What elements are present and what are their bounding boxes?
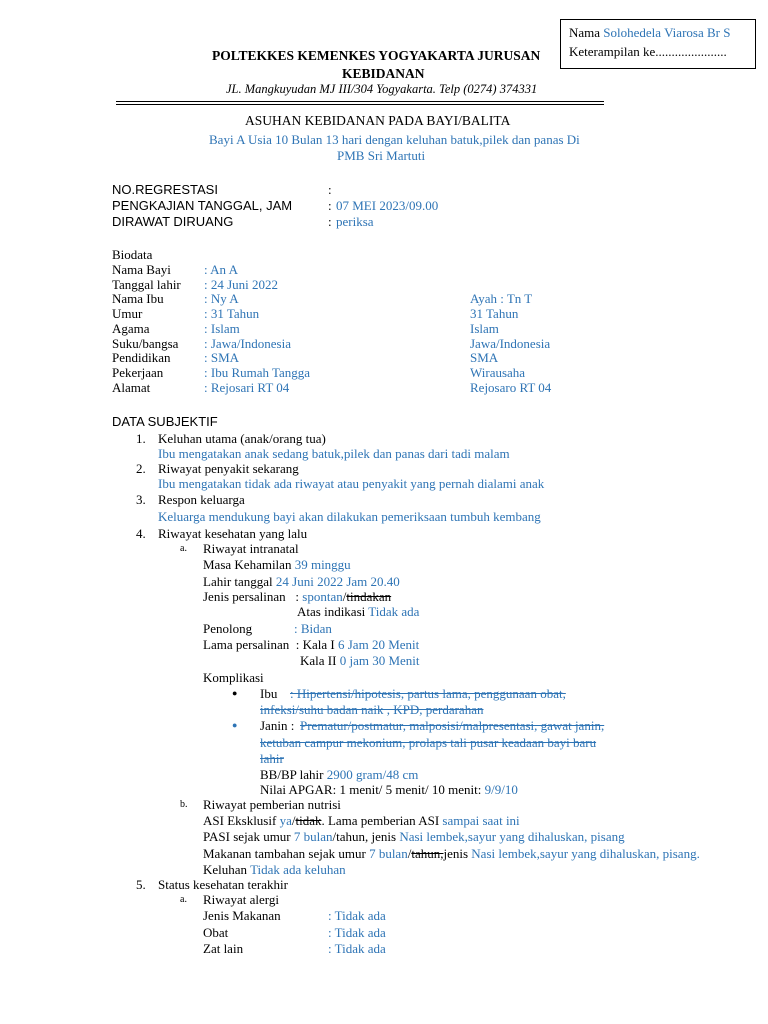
complaint-label: Keluhan bbox=[203, 862, 248, 877]
biodata-father-value: Islam bbox=[470, 321, 499, 336]
biodata-father-value: Rejosaro RT 04 bbox=[470, 380, 552, 395]
header-rule-bottom bbox=[116, 104, 604, 105]
birth-date-line bbox=[203, 574, 400, 590]
institution-address: JL. Mangkuyudan MJ III/304 Yogyakarta. Telp (0274) 374331 bbox=[226, 82, 538, 96]
exclusive-breastfeeding-no: tidak bbox=[295, 813, 322, 828]
complementary-food-mid: jenis bbox=[443, 846, 469, 861]
complications-title: Komplikasi bbox=[203, 670, 264, 685]
exclusive-breastfeeding-slash: / bbox=[291, 813, 296, 828]
institution-line-1: POLTEKKES KEMENKES YOGYAKARTA JURUSAN bbox=[212, 48, 541, 63]
item-number: 1. bbox=[136, 431, 146, 446]
case-title-line-1: Bayi A Usia 10 Bulan 13 hari dengan keluhan batuk,pilek dan panas Di bbox=[209, 132, 580, 147]
exclusive-breastfeeding-yes: ya bbox=[279, 813, 292, 828]
item-4-title: Riwayat kesehatan yang lalu bbox=[158, 526, 308, 541]
bullet-icon: ● bbox=[232, 720, 238, 730]
birth-weight-label: BB/BP lahir bbox=[260, 767, 324, 782]
complementary-food-year: tahun, bbox=[411, 846, 444, 861]
allergy-title: Riwayat alergi bbox=[203, 892, 279, 907]
subjective-title: DATA SUBJEKTIF bbox=[112, 414, 218, 429]
stage-2-label: Kala II bbox=[300, 653, 337, 668]
mother-complication-label: Ibu bbox=[260, 686, 278, 701]
apgar-label: Nilai APGAR: 1 menit/ 5 menit/ 10 menit: bbox=[260, 782, 482, 797]
gestation-value: 39 minggu bbox=[294, 557, 351, 572]
intranatal-title: Riwayat intranatal bbox=[203, 541, 299, 556]
apgar-line bbox=[260, 782, 518, 798]
reg-no-label: NO.REGRESTASI bbox=[112, 182, 218, 197]
birth-date-value: 24 Juni 2022 Jam 20.40 bbox=[275, 574, 400, 589]
biodata-father-value: SMA bbox=[470, 350, 499, 365]
biodata-father-value: Jawa/Indonesia bbox=[470, 336, 551, 351]
reg-room-label: DIRAWAT DIRUANG bbox=[112, 214, 234, 229]
document-title: ASUHAN KEBIDANAN PADA BAYI/BALITA bbox=[245, 113, 511, 128]
bullet-icon: ● bbox=[232, 688, 238, 698]
birth-attendant-value: : Bidan bbox=[294, 621, 332, 636]
apgar-value: 9/9/10 bbox=[484, 782, 518, 797]
delivery-type-line bbox=[203, 589, 391, 605]
institution-line-2: KEBIDANAN bbox=[342, 66, 425, 81]
delivery-type-slash: / bbox=[342, 589, 347, 604]
biodata-value: : Rejosari RT 04 bbox=[204, 380, 290, 395]
formula-age: 7 bulan bbox=[293, 829, 333, 844]
biodata-value: : Ny A bbox=[204, 291, 239, 306]
biodata-label: Nama Bayi bbox=[112, 262, 171, 277]
formula-line bbox=[203, 829, 625, 845]
biodata-label: Alamat bbox=[112, 380, 151, 395]
fetus-complication-line-3: lahir bbox=[260, 751, 284, 766]
sub-letter: a. bbox=[180, 894, 187, 905]
biodata-label: Pekerjaan bbox=[112, 365, 164, 380]
reg-date-value: 07 MEI 2023/09.00 bbox=[336, 198, 439, 213]
item-number: 2. bbox=[136, 461, 146, 476]
allergy-label: Zat lain bbox=[203, 941, 244, 956]
biodata-value: : Jawa/Indonesia bbox=[204, 336, 292, 351]
name-line bbox=[569, 23, 747, 42]
stage-1-value: 6 Jam 20 Menit bbox=[338, 637, 420, 652]
stage-2-line bbox=[300, 653, 420, 669]
complementary-food-type: Nasi lembek,sayur yang dihaluskan, pisang. bbox=[471, 846, 700, 861]
allergy-label: Obat bbox=[203, 925, 229, 940]
breastfeeding-duration-label: . Lama pemberian ASI bbox=[321, 813, 440, 828]
item-3-answer: Keluarga mendukung bayi akan dilakukan pemeriksaan tumbuh kembang bbox=[158, 509, 541, 524]
skill-line: Keterampilan ke...................... bbox=[569, 44, 727, 59]
item-3-title: Respon keluarga bbox=[158, 492, 245, 507]
gestation-label: Masa Kehamilan bbox=[203, 557, 292, 572]
stage-2-value: 0 jam 30 Menit bbox=[339, 653, 420, 668]
indication-value: Tidak ada bbox=[368, 604, 420, 619]
complaint-value: Tidak ada keluhan bbox=[250, 862, 346, 877]
sub-letter: a. bbox=[180, 543, 187, 554]
birth-weight-line bbox=[260, 767, 418, 783]
delivery-type-label: Jenis persalinan bbox=[203, 589, 286, 604]
exclusive-breastfeeding-label: ASI Eksklusif bbox=[203, 813, 277, 828]
formula-type: Nasi lembek,sayur yang dihaluskan, pisang bbox=[399, 829, 625, 844]
biodata-label: Tanggal lahir bbox=[112, 277, 181, 292]
name-value: Solohedela Viarosa Br S bbox=[603, 25, 731, 40]
birth-date-label: Lahir tanggal bbox=[203, 574, 273, 589]
item-5-title: Status kesehatan terakhir bbox=[158, 877, 288, 892]
fetus-complication-line-1: Prematur/postmatur, malposisi/malpresentasi, gawat janin, bbox=[300, 718, 605, 733]
complaint-line bbox=[203, 862, 346, 878]
mother-complication-line-2: infeksi/suhu badan naik , KPD, perdarahan bbox=[260, 702, 484, 717]
allergy-value: : Tidak ada bbox=[328, 925, 386, 940]
header-rule-top bbox=[116, 101, 604, 102]
delivery-type-colon: : bbox=[295, 589, 300, 604]
labor-duration-line bbox=[203, 637, 419, 653]
biodata-title: Biodata bbox=[112, 247, 153, 262]
name-label: Nama bbox=[569, 25, 601, 40]
item-number: 5. bbox=[136, 877, 146, 892]
reg-room-value: periksa bbox=[336, 214, 374, 229]
indication-line bbox=[297, 604, 419, 620]
labor-duration-label: Lama persalinan bbox=[203, 637, 290, 652]
mother-complication-line-1: : Hipertensi/hipotesis, partus lama, penggunaan obat, bbox=[290, 686, 566, 701]
birth-weight-value: 2900 gram/48 cm bbox=[326, 767, 419, 782]
stage-1-label: : Kala I bbox=[295, 637, 335, 652]
biodata-father-value: Ayah : Tn T bbox=[470, 291, 533, 306]
biodata-father-value: 31 Tahun bbox=[470, 306, 519, 321]
biodata-label: Umur bbox=[112, 306, 143, 321]
breastfeeding-duration-value: sampai saat ini bbox=[442, 813, 520, 828]
allergy-value: : Tidak ada bbox=[328, 941, 386, 956]
sub-letter: b. bbox=[180, 799, 188, 810]
biodata-value: : An A bbox=[204, 262, 238, 277]
biodata-value: : Ibu Rumah Tangga bbox=[204, 365, 311, 380]
complementary-food-slash: / bbox=[407, 846, 412, 861]
reg-room-colon: : bbox=[328, 214, 332, 229]
gestation-line bbox=[203, 557, 351, 573]
biodata-value: : SMA bbox=[204, 350, 240, 365]
item-number: 3. bbox=[136, 492, 146, 507]
fetus-complication-line-2: ketuban campur mekonium, prolaps tali pusar keadaan bayi baru bbox=[260, 735, 597, 750]
exclusive-breastfeeding-line bbox=[203, 813, 520, 829]
birth-attendant-label: Penolong bbox=[203, 621, 253, 636]
formula-mid: /tahun, jenis bbox=[332, 829, 397, 844]
biodata-value: : Islam bbox=[204, 321, 240, 336]
item-number: 4. bbox=[136, 526, 146, 541]
item-2-answer: Ibu mengatakan tidak ada riwayat atau penyakit yang pernah dialami anak bbox=[158, 476, 545, 491]
complementary-food-label: Makanan tambahan sejak umur bbox=[203, 846, 366, 861]
item-1-answer: Ibu mengatakan anak sedang batuk,pilek dan panas dari tadi malam bbox=[158, 446, 510, 461]
biodata-label: Nama Ibu bbox=[112, 291, 164, 306]
indication-label: Atas indikasi bbox=[297, 604, 366, 619]
fetus-complication-label: Janin : bbox=[260, 718, 295, 733]
item-2-title: Riwayat penyakit sekarang bbox=[158, 461, 299, 476]
biodata-label: Pendidikan bbox=[112, 350, 171, 365]
delivery-type-procedure: tindakan bbox=[346, 589, 392, 604]
reg-date-label: PENGKAJIAN TANGGAL, JAM bbox=[112, 198, 293, 213]
biodata-value: : 31 Tahun bbox=[204, 306, 260, 321]
formula-label: PASI sejak umur bbox=[203, 829, 291, 844]
case-title-line-2: PMB Sri Martuti bbox=[337, 148, 426, 163]
reg-date-colon: : bbox=[328, 198, 332, 213]
biodata-value: : 24 Juni 2022 bbox=[204, 277, 279, 292]
complementary-food-age: 7 bulan bbox=[369, 846, 408, 861]
complementary-food-line bbox=[203, 846, 700, 862]
biodata-label: Agama bbox=[112, 321, 150, 336]
biodata-label: Suku/bangsa bbox=[112, 336, 179, 351]
allergy-label: Jenis Makanan bbox=[203, 908, 281, 923]
delivery-type-spontaneous: spontan bbox=[302, 589, 343, 604]
biodata-father-value: Wirausaha bbox=[470, 365, 526, 380]
nutrition-title: Riwayat pemberian nutrisi bbox=[203, 797, 341, 812]
allergy-value: : Tidak ada bbox=[328, 908, 386, 923]
item-1-title: Keluhan utama (anak/orang tua) bbox=[158, 431, 326, 446]
identity-box bbox=[560, 19, 756, 69]
reg-no-value: : bbox=[328, 182, 332, 197]
